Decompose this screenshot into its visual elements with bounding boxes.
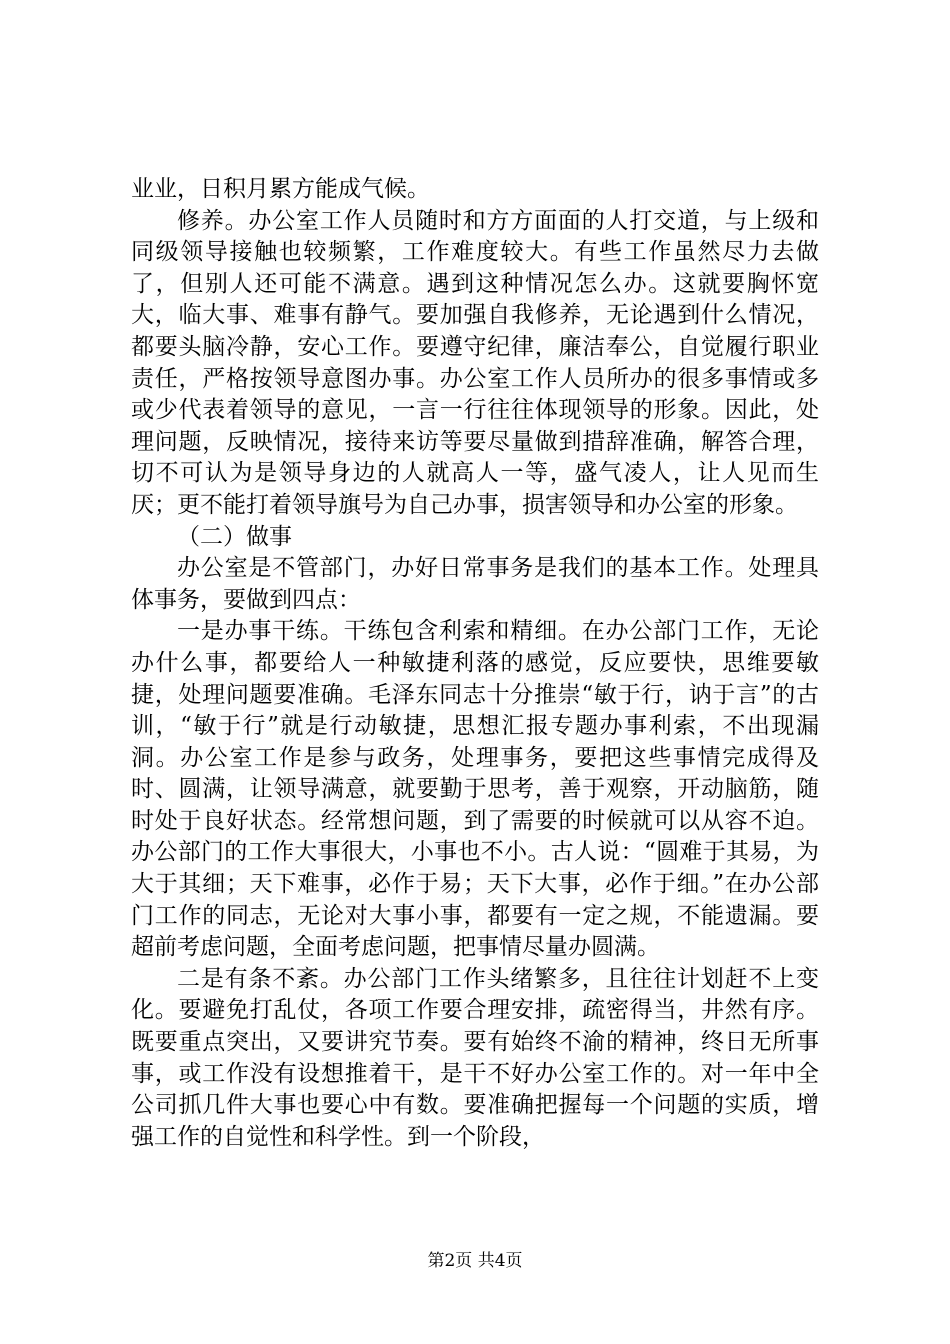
paragraph-point-one: 一是办事干练。干练包含利索和精细。在办公部门工作，无论办什么事，都要给人一种敏捷利落的感觉，反应要快，思维要敏捷，处理问题要准确。毛泽东同志十分推崇“敏于行，讷于言”的古训，“敏于行”就是行动敏捷，思想汇报专题办事利索，不出现漏洞。办公室工作是参与政务，处理事务，要把这些事情完成得及时、圆满，让领导满意，就要勤于思考，善于观察，开动脑筋，随时处于良好状态。经常想问题，到了需要的时候就可以从容不迫。办公部门的工作大事很大，小事也不小。古人说：“圆难于其易，为大于其细；天下难事，必作于易；天下大事，必作于细。”在办公部门工作的同志，无论对大事小事，都要有一定之规，不能遗漏。要超前考虑问题，全面考虑问题，把事情尽量办圆满。 [131, 618, 819, 961]
section-heading-doing-things: （二）做事 [177, 523, 292, 550]
paragraph-point-two: 二是有条不紊。办公部门工作头绪繁多，且往往计划赶不上变化。要避免打乱仗，各项工作要合理安排，疏密得当，井然有序。既要重点突出，又要讲究节奏。要有始终不渝的精神，终日无所事事，或工作没有设想推着干，是干不好办公室工作的。对一年中全公司抓几件大事也要心中有数。要准确把握每一个问题的实质，增强工作的自觉性和科学性。到一个阶段， [131, 965, 819, 1150]
paragraph-continuation: 业业，日积月累方能成气候。 [131, 176, 430, 202]
page-number-footer: 第2页 共4页 [427, 1251, 523, 1271]
paragraph-office-duties: 办公室是不管部门，办好日常事务是我们的基本工作。处理具体事务，要做到四点： [131, 555, 819, 613]
document-body [131, 174, 819, 1153]
paragraph-self-cultivation: 修养。办公室工作人员随时和方方面面的人打交道，与上级和同级领导接触也较频繁，工作难度较大。有些工作虽然尽力去做了，但别人还可能不满意。遇到这种情况怎么办。这就要胸怀宽大，临大事、难事有静气。要加强自我修养，无论遇到什么情况，都要头脑冷静，安心工作。要遵守纪律，廉洁奉公，自觉履行职业责任，严格按领导意图办事。办公室工作人员所办的很多事情或多或少代表着领导的意见，一言一行往往体现领导的形象。因此，处理问题，反映情况，接待来访等要尽量做到措辞准确，解答合理，切不可认为是领导身边的人就高人一等，盛气凌人，让人见而生厌；更不能打着领导旗号为自己办事，损害领导和办公室的形象。 [131, 207, 819, 518]
